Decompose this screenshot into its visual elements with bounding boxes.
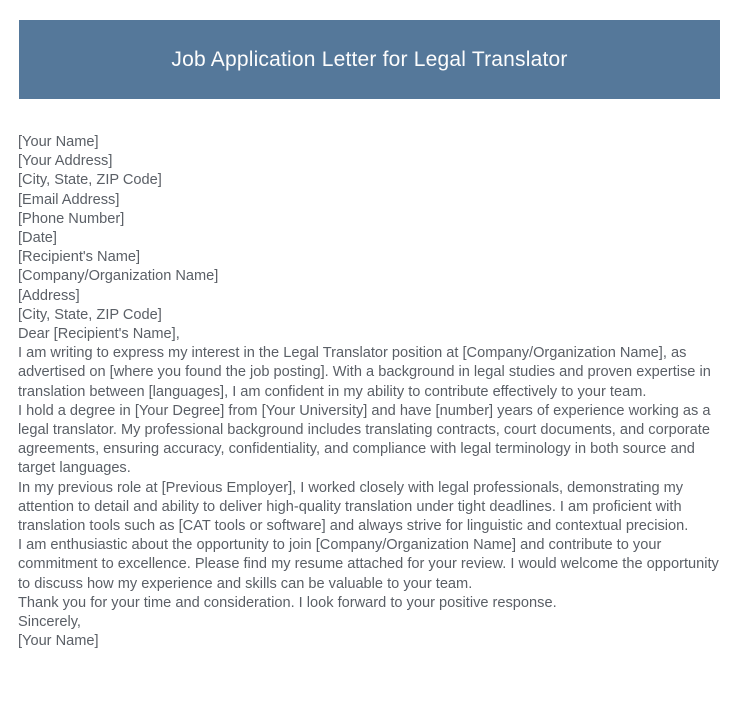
- sender-email-line: [Email Address]: [18, 191, 120, 208]
- sender-address-block: [18, 133, 724, 229]
- letter-paragraph-3: In my previous role at [Previous Employer], I worked closely with legal professionals, demonstrating my attention to detail and ability to deliver high-quality translation under tight deadlines. I am proficient with translation tools such as [CAT tools or software] and always strive for linguistic and contextual precision.: [18, 479, 689, 535]
- letter-body: [18, 133, 724, 651]
- sender-name-line: [Your Name]: [18, 134, 99, 150]
- closing-line: Sincerely,: [18, 614, 81, 631]
- recipient-city-line: [City, State, ZIP Code]: [18, 306, 162, 323]
- letter-paragraph-2: I hold a degree in [Your Degree] from [Your University] and have [number] years of experience working as a legal translator. My professional background includes translating contracts, court documents, and corporate agreements, ensuring accuracy, confidentiality, and compliance with legal terminology in both source and target languages.: [18, 402, 711, 477]
- recipient-company-line: [Company/Organization Name]: [18, 268, 219, 285]
- signature-name-line: [Your Name]: [18, 633, 99, 650]
- sender-address-line: [Your Address]: [18, 153, 113, 170]
- recipient-address-block: [18, 248, 724, 325]
- recipient-name-line: [Recipient's Name]: [18, 249, 141, 266]
- sender-city-line: [City, State, ZIP Code]: [18, 172, 162, 189]
- letter-paragraph-5: Thank you for your time and consideration. I look forward to your positive response.: [18, 594, 557, 611]
- recipient-address-line: [Address]: [18, 287, 80, 304]
- page-title: Job Application Letter for Legal Translator: [171, 47, 568, 71]
- letter-paragraph-4: I am enthusiastic about the opportunity to join [Company/Organization Name] and contribute to your commitment to excellence. Please find my resume attached for your review. I would welcome the opportunity to discuss how my experience and skills can be valuable to your team.: [18, 537, 719, 592]
- letter-header-banner: [19, 20, 720, 99]
- sender-phone-line: [Phone Number]: [18, 210, 125, 227]
- letter-paragraph-1: I am writing to express my interest in the Legal Translator position at [Company/Organization Name], as advertised on [where you found the job posting]. With a background in legal studies and proven expertise in translation between [languages], I am confident in my ability to contribute effectively to your team.: [18, 345, 711, 400]
- salutation-line: Dear [Recipient's Name],: [18, 326, 180, 343]
- date-line: [Date]: [18, 230, 57, 247]
- date-block: [18, 229, 724, 248]
